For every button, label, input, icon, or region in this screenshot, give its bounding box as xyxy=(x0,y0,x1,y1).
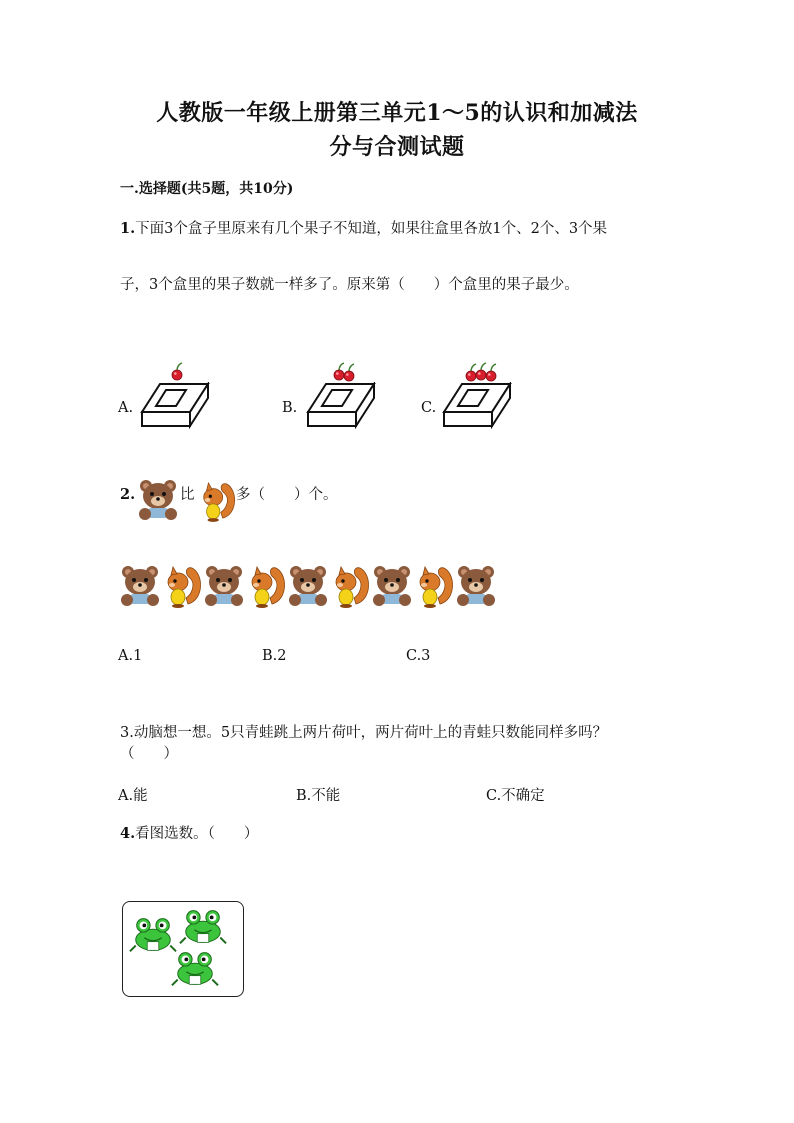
q1-option-a-figure xyxy=(140,360,210,434)
box-icon xyxy=(308,384,374,426)
question-4-line xyxy=(120,823,258,845)
bear-icon xyxy=(205,566,243,606)
question-1-number: 1. xyxy=(120,220,136,237)
frog-icon xyxy=(129,914,177,954)
q2-option-c[interactable]: C.3 xyxy=(406,648,431,664)
q3-option-c[interactable]: C.不确定 xyxy=(486,788,545,804)
squirrel-icon xyxy=(252,567,285,608)
q2-option-a[interactable]: A.1 xyxy=(118,648,143,664)
question-2-num: 2. xyxy=(120,486,136,503)
box-icon xyxy=(444,384,510,426)
question-3-line-2: （ ） xyxy=(120,746,178,762)
frog-picture-frame xyxy=(122,901,244,997)
bear-icon xyxy=(289,566,327,606)
question-3-number: 3. xyxy=(120,725,134,741)
question-3-text: 动脑想一想。5只青蛙跳上两片荷叶，两片荷叶上的青蛙只数能同样多吗？ xyxy=(133,725,608,741)
q3-option-a[interactable]: A.能 xyxy=(118,788,148,804)
cherry-icon xyxy=(344,364,354,381)
box-icon xyxy=(142,384,208,426)
squirrel-icon xyxy=(198,480,236,522)
cherry-icon xyxy=(486,364,496,381)
q1-option-c-figure xyxy=(442,360,512,434)
question-2-number xyxy=(120,484,135,506)
bear-icon xyxy=(373,566,411,606)
cherry-icon xyxy=(466,364,476,381)
question-2-text: 多（ ）个。 xyxy=(236,487,338,503)
frog-icon xyxy=(179,906,227,946)
frog-icon xyxy=(171,948,219,988)
question-2-compare-word: 比 xyxy=(180,487,195,503)
bear-icon xyxy=(457,566,495,606)
bear-icon xyxy=(121,566,159,606)
question-1-text: 下面3个盒子里原来有几个果子不知道，如果往盒里各放1个、2个、3个果 xyxy=(135,221,608,237)
q1-option-a-label[interactable]: A. xyxy=(118,400,134,416)
question-1-line-1 xyxy=(120,218,607,240)
question-1-line-2: 子，3个盒里的果子数就一样多了。原来第（ ）个盒里的果子最少。 xyxy=(120,277,579,293)
cherry-icon xyxy=(334,363,344,380)
q1-option-c-label[interactable]: C. xyxy=(421,400,437,416)
cherry-icon xyxy=(172,363,182,380)
q1-option-b-label[interactable]: B. xyxy=(282,400,298,416)
squirrel-icon xyxy=(336,567,369,608)
cherry-icon xyxy=(476,363,486,380)
question-3-line-1 xyxy=(120,722,607,744)
question-4-text: 看图选数。（ ） xyxy=(135,826,259,842)
q3-option-b[interactable]: B.不能 xyxy=(296,788,341,804)
question-4-number: 4. xyxy=(120,825,136,842)
squirrel-icon xyxy=(420,567,453,608)
animal-sequence xyxy=(120,562,510,610)
section-heading: 一.选择题(共5题，共10分) xyxy=(120,181,294,197)
page-title-line-2: 分与合测试题 xyxy=(329,134,465,160)
page-title-line-1: 人教版一年级上册第三单元1～5的认识和加减法 xyxy=(156,100,638,126)
bear-icon xyxy=(138,478,178,522)
q1-option-b-figure xyxy=(306,360,376,434)
q2-option-b[interactable]: B.2 xyxy=(262,648,287,664)
squirrel-icon xyxy=(168,567,201,608)
